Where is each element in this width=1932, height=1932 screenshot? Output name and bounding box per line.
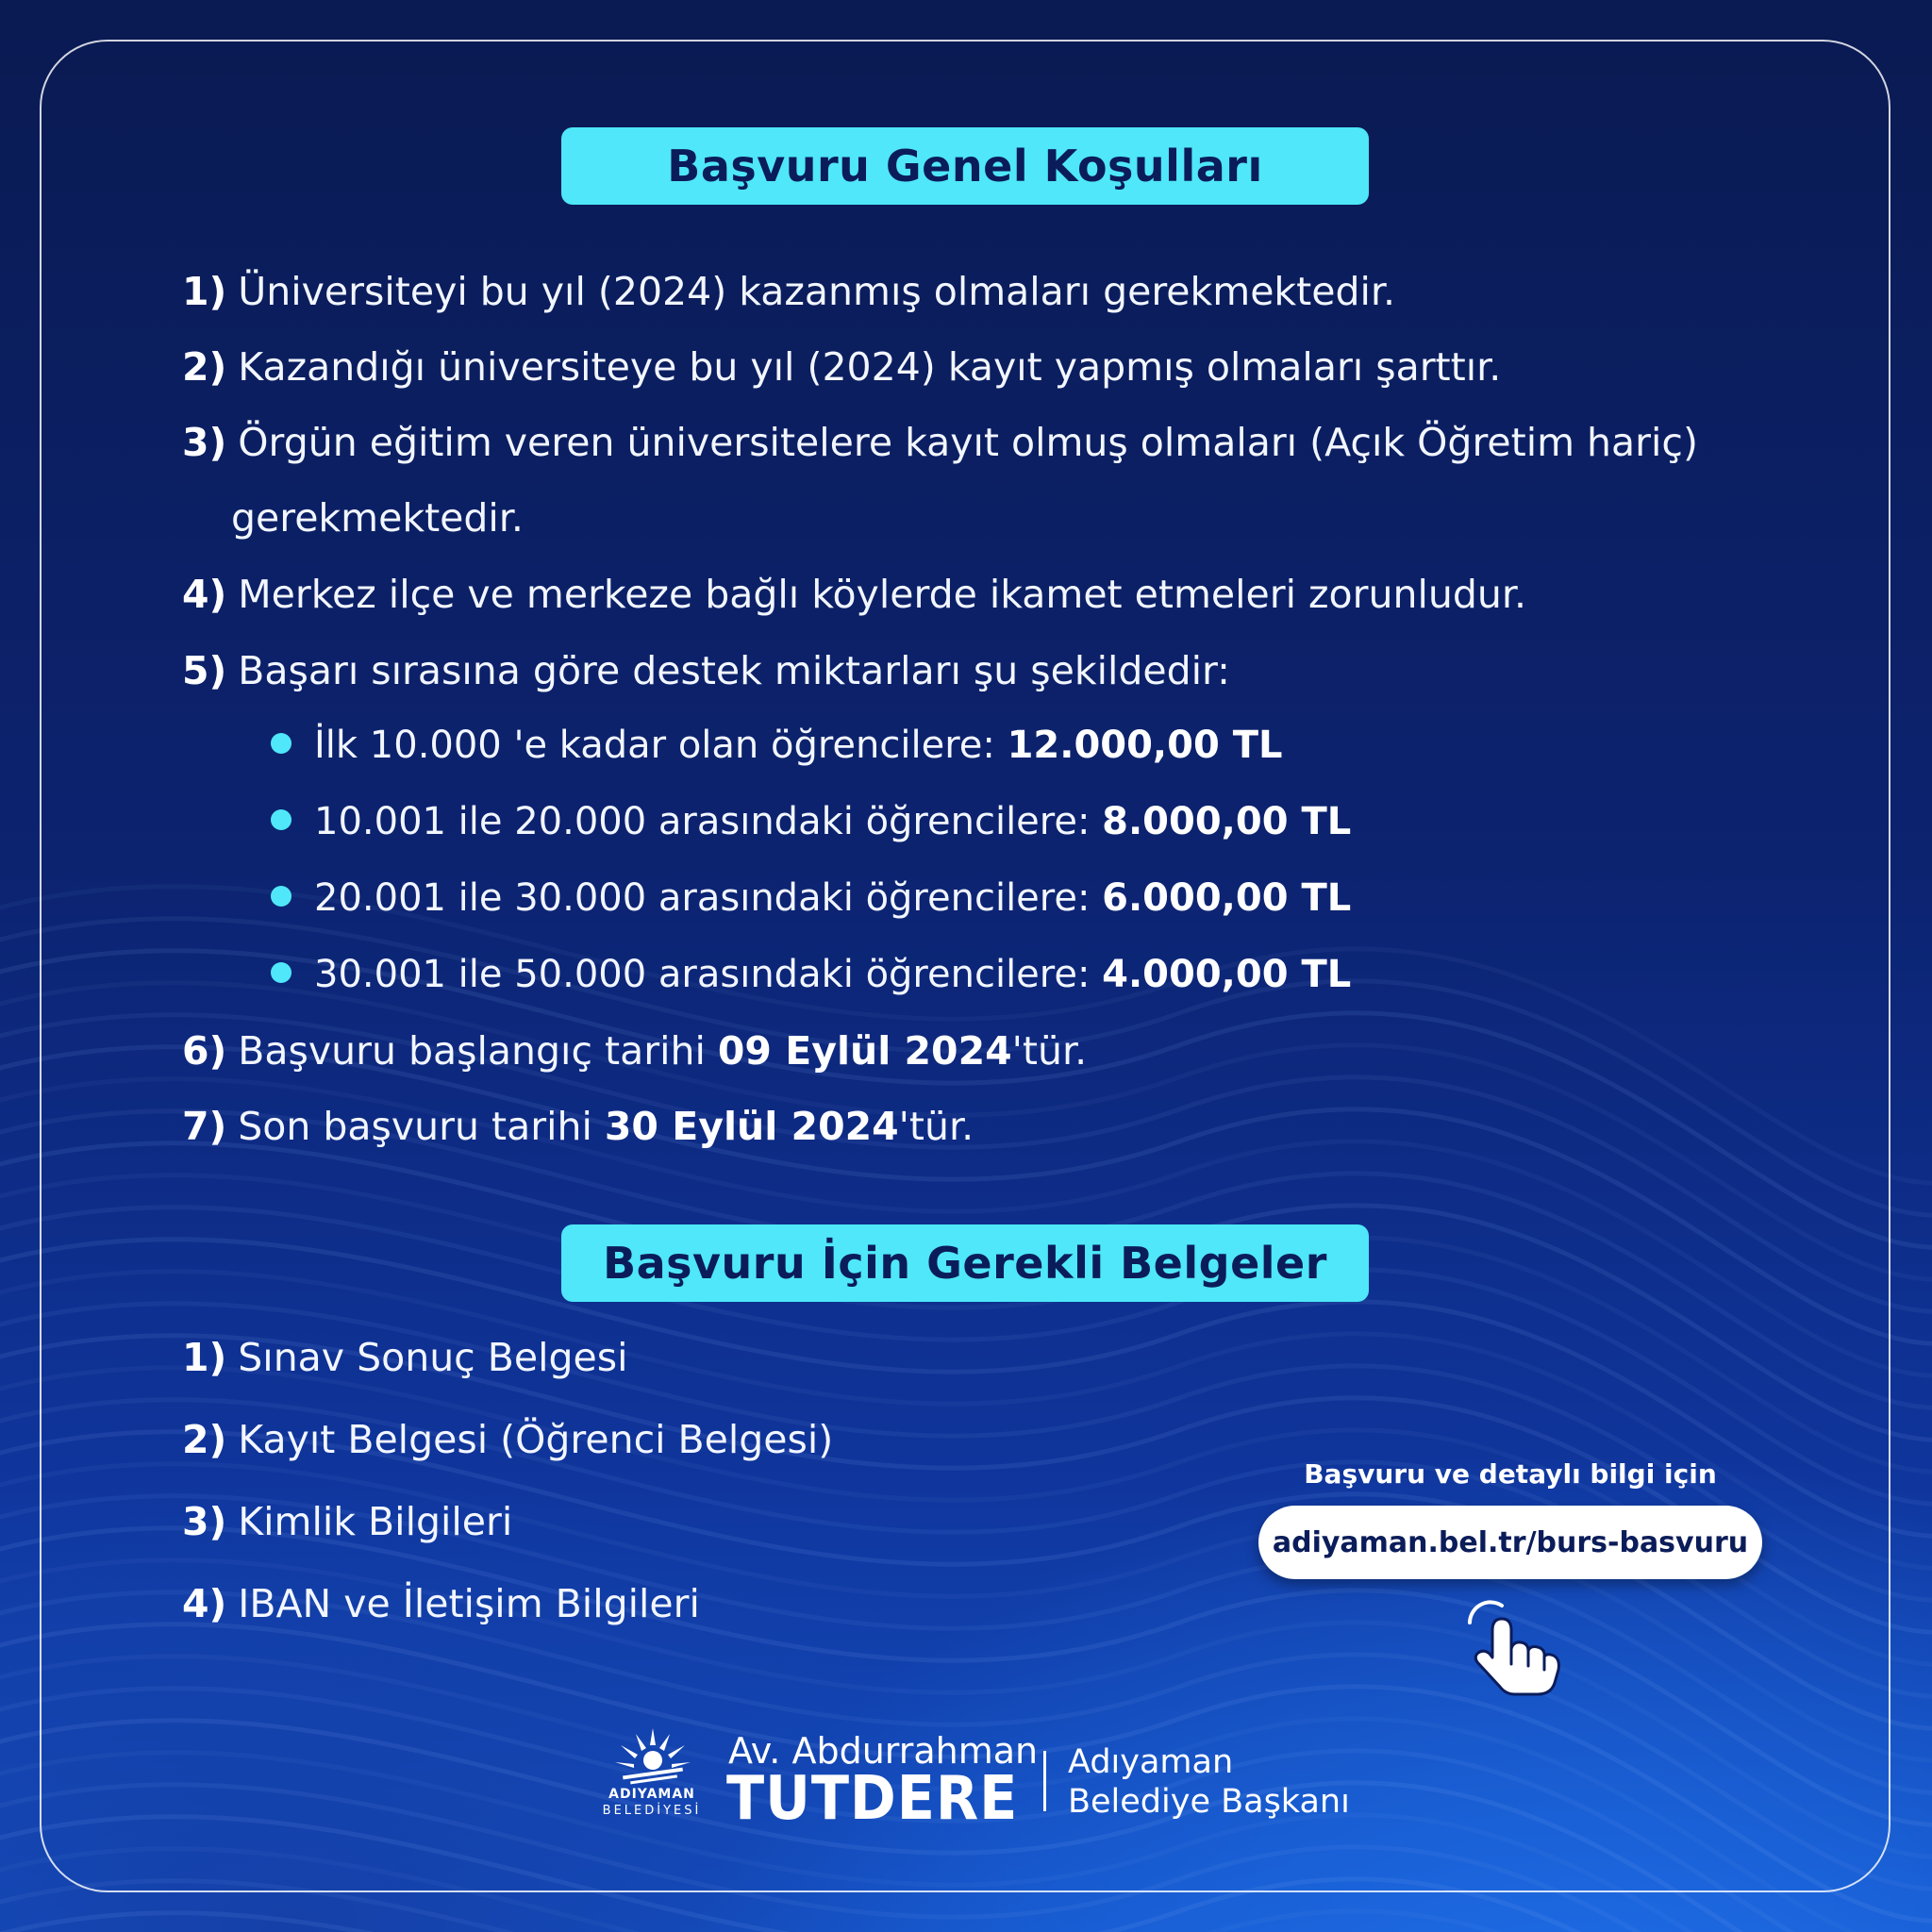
section-title-general-conditions: Başvuru Genel Koşulları xyxy=(561,127,1369,205)
condition-item-6: 6) Başvuru başlangıç tarihi 09 Eylül 2024'tür. xyxy=(182,1028,1088,1074)
document-item-1: 1) Sınav Sonuç Belgesi xyxy=(182,1335,628,1380)
background-wave-line xyxy=(0,1913,1932,1932)
logo-text-line1: ADIYAMAN xyxy=(608,1787,695,1802)
mayor-name: TUTDERE xyxy=(726,1764,1019,1834)
amount-item-3: 20.001 ile 30.000 arasındaki öğrencilere: 6.000,00 TL xyxy=(271,876,1351,920)
bullet-dot-icon xyxy=(271,809,291,830)
condition-item-4: 4) Merkez ilçe ve merkeze bağlı köylerde ikamet etmeleri zorunludur. xyxy=(182,572,1526,617)
condition-item-3-continuation: gerekmektedir. xyxy=(231,495,524,541)
document-item-4: 4) IBAN ve İletişim Bilgileri xyxy=(182,1581,700,1626)
condition-item-7: 7) Son başvuru tarihi 30 Eylül 2024'tür. xyxy=(182,1104,974,1149)
section-title-required-documents: Başvuru İçin Gerekli Belgeler xyxy=(561,1224,1369,1302)
mayor-role-line1: Adıyaman xyxy=(1068,1743,1234,1781)
cta-label: Başvuru ve detaylı bilgi için xyxy=(1304,1458,1717,1490)
amount-item-2: 10.001 ile 20.000 arasındaki öğrencilere: 8.000,00 TL xyxy=(271,800,1351,843)
pointing-hand-icon xyxy=(1460,1594,1564,1698)
condition-item-5: 5) Başarı sırasına göre destek miktarları şu şekildedir: xyxy=(182,648,1230,693)
document-item-2: 2) Kayıt Belgesi (Öğrenci Belgesi) xyxy=(182,1417,834,1462)
condition-item-3: 3) Örgün eğitim veren üniversitelere kayıt olmuş olmaları (Açık Öğretim hariç) xyxy=(182,420,1698,465)
document-item-3: 3) Kimlik Bilgileri xyxy=(182,1499,513,1544)
logo-text-line2: BELEDİYESİ xyxy=(602,1804,702,1818)
amount-item-1: İlk 10.000 'e kadar olan öğrencilere: 12.000,00 TL xyxy=(271,724,1283,767)
bullet-dot-icon xyxy=(271,886,291,907)
application-url-link[interactable]: adiyaman.bel.tr/burs-basvuru xyxy=(1258,1506,1762,1579)
condition-item-1: 1) Üniversiteyi bu yıl (2024) kazanmış olmaları gerekmektedir. xyxy=(182,269,1395,314)
mayor-role-line2: Belediye Başkanı xyxy=(1068,1783,1350,1821)
municipality-logo-icon xyxy=(609,1724,696,1785)
condition-item-2: 2) Kazandığı üniversiteye bu yıl (2024) kayıt yapmış olmaları şarttır. xyxy=(182,344,1502,390)
amount-item-4: 30.001 ile 50.000 arasındaki öğrencilere: 4.000,00 TL xyxy=(271,953,1351,996)
mayor-title-prefix: Av. Abdurrahman xyxy=(728,1730,1039,1772)
footer-divider xyxy=(1043,1751,1046,1811)
bullet-dot-icon xyxy=(271,733,291,754)
bullet-dot-icon xyxy=(271,962,291,983)
